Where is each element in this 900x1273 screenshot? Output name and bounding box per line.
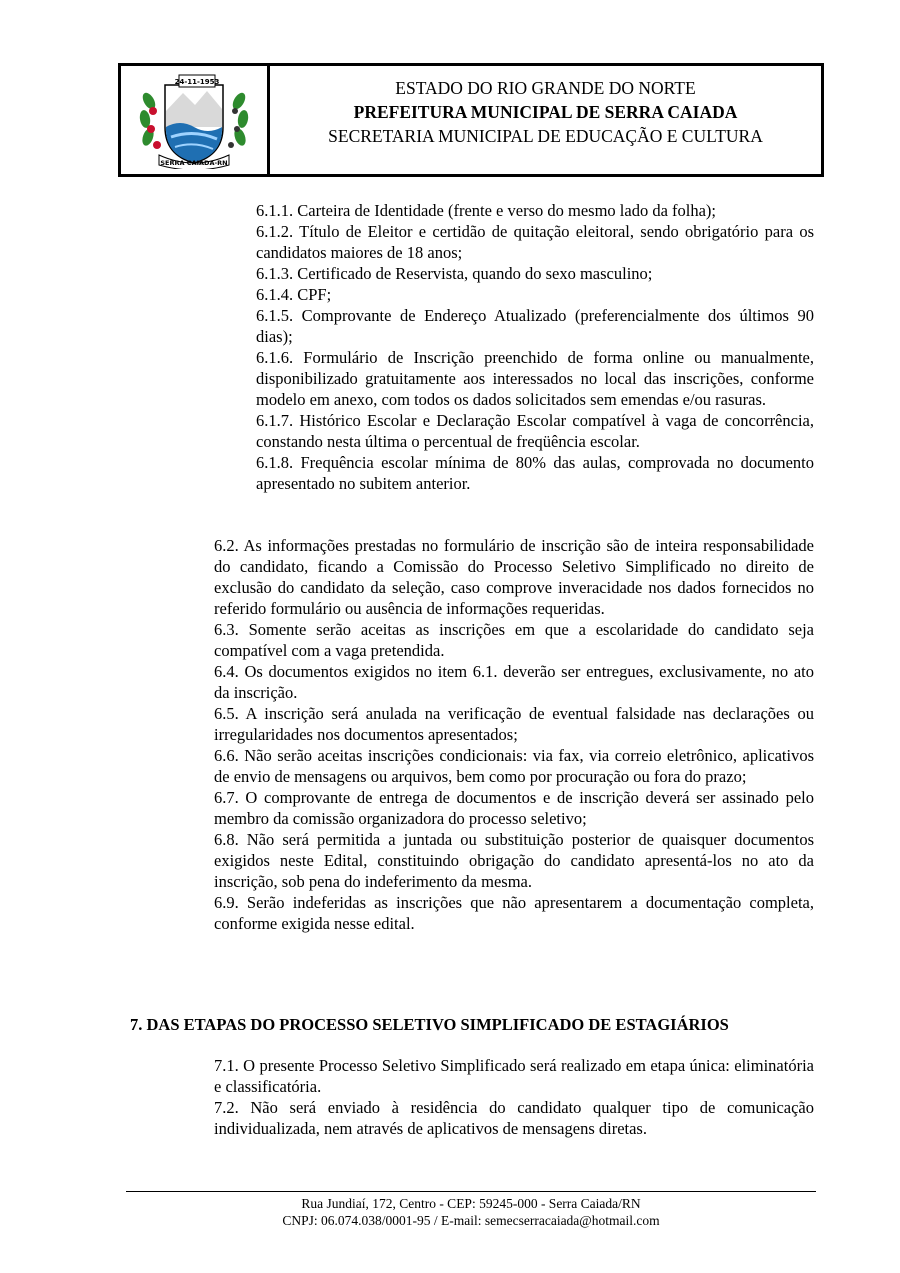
prefecture-name: PREFEITURA MUNICIPAL DE SERRA CAIADA xyxy=(353,102,738,122)
logo-cell xyxy=(121,66,270,174)
letterhead xyxy=(118,63,824,177)
footer-divider xyxy=(126,1191,816,1192)
list-item: 6.6. Não serão aceitas inscrições condicionais: via fax, via correio eletrônico, aplicativos de envio de mensagens ou arquivos, bem como por procuração ou fora do prazo; xyxy=(214,746,814,786)
list-item: 6.7. O comprovante de entrega de documentos e de inscrição deverá ser assinado pelo membro da comissão organizadora do processo seletivo; xyxy=(214,788,814,828)
list-item: 6.3. Somente serão aceitas as inscrições em que a escolaridade do candidato seja compatível com a vaga pretendida. xyxy=(214,620,814,660)
list-item: 6.8. Não será permitida a juntada ou substituição posterior de quaisquer documentos exigidos neste Edital, constituindo obrigação do candidato apresentá-los no ato da inscrição, sob pena do indeferimento da mesma. xyxy=(214,830,814,891)
list-item: 7.1. O presente Processo Seletivo Simplificado será realizado em etapa única: eliminatória e classificatória. xyxy=(214,1056,814,1096)
items-6-list xyxy=(214,535,814,934)
list-item: 6.1.4. CPF; xyxy=(256,285,332,304)
list-item: 6.1.1. Carteira de Identidade (frente e verso do mesmo lado da folha); xyxy=(256,201,716,220)
list-item: 7.2. Não será enviado à residência do candidato qualquer tipo de comunicação individualizada, nem através de aplicativos de mensagens diretas. xyxy=(214,1098,814,1138)
list-item: 6.2. As informações prestadas no formulário de inscrição são de inteira responsabilidade do candidato, ficando a Comissão do Processo Seletivo Simplificado no direito de exclusão do candidato da seleção, caso comprove inveracidade nos dados fornecidos no referido formulário ou ausência de informações requeridas. xyxy=(214,536,814,618)
list-item: 6.9. Serão indeferidas as inscrições que não apresentarem a documentação completa, conforme exigida nesse edital. xyxy=(214,893,814,933)
secretariat-name: SECRETARIA MUNICIPAL DE EDUCAÇÃO E CULTURA xyxy=(328,126,763,146)
list-item: 6.1.6. Formulário de Inscrição preenchido de forma online ou manualmente, disponibilizado gratuitamente aos interessados no local das inscrições, conforme modelo em anexo, com todos os dados solicitados sem emendas e/ou rasuras. xyxy=(256,348,814,409)
footer xyxy=(126,1195,816,1229)
section-7-heading: 7. DAS ETAPAS DO PROCESSO SELETIVO SIMPLIFICADO DE ESTAGIÁRIOS xyxy=(130,1015,729,1034)
state-name: ESTADO DO RIO GRANDE DO NORTE xyxy=(395,78,696,98)
list-item: 6.4. Os documentos exigidos no item 6.1. deverão ser entregues, exclusivamente, no ato da inscrição. xyxy=(214,662,814,702)
items-7-list xyxy=(214,1055,814,1139)
municipal-coat-of-arms-icon xyxy=(135,71,253,169)
list-item: 6.1.8. Frequência escolar mínima de 80% das aulas, comprovada no documento apresentado no subitem anterior. xyxy=(256,453,814,493)
list-item: 6.5. A inscrição será anulada na verificação de eventual falsidade nas declarações ou irregularidades nos documentos apresentados; xyxy=(214,704,814,744)
list-item: 6.1.3. Certificado de Reservista, quando do sexo masculino; xyxy=(256,264,653,283)
letterhead-text xyxy=(270,76,821,148)
footer-contact: CNPJ: 06.074.038/0001-95 / E-mail: semecserracaiada@hotmail.com xyxy=(282,1213,660,1228)
list-item: 6.1.7. Histórico Escolar e Declaração Escolar compatível à vaga de concorrência, constando nesta última o percentual de freqüência escolar. xyxy=(256,411,814,451)
logo-banner-text: SERRA CAIADA-RN xyxy=(160,159,228,167)
footer-address: Rua Jundiaí, 172, Centro - CEP: 59245-000 - Serra Caiada/RN xyxy=(301,1196,641,1211)
logo-date-text: 24-11-1953 xyxy=(174,78,220,86)
items-6-1-list xyxy=(256,200,814,494)
list-item: 6.1.5. Comprovante de Endereço Atualizado (preferencialmente dos últimos 90 dias); xyxy=(256,306,814,346)
list-item: 6.1.2. Título de Eleitor e certidão de quitação eleitoral, sendo obrigatório para os candidatos maiores de 18 anos; xyxy=(256,222,814,262)
